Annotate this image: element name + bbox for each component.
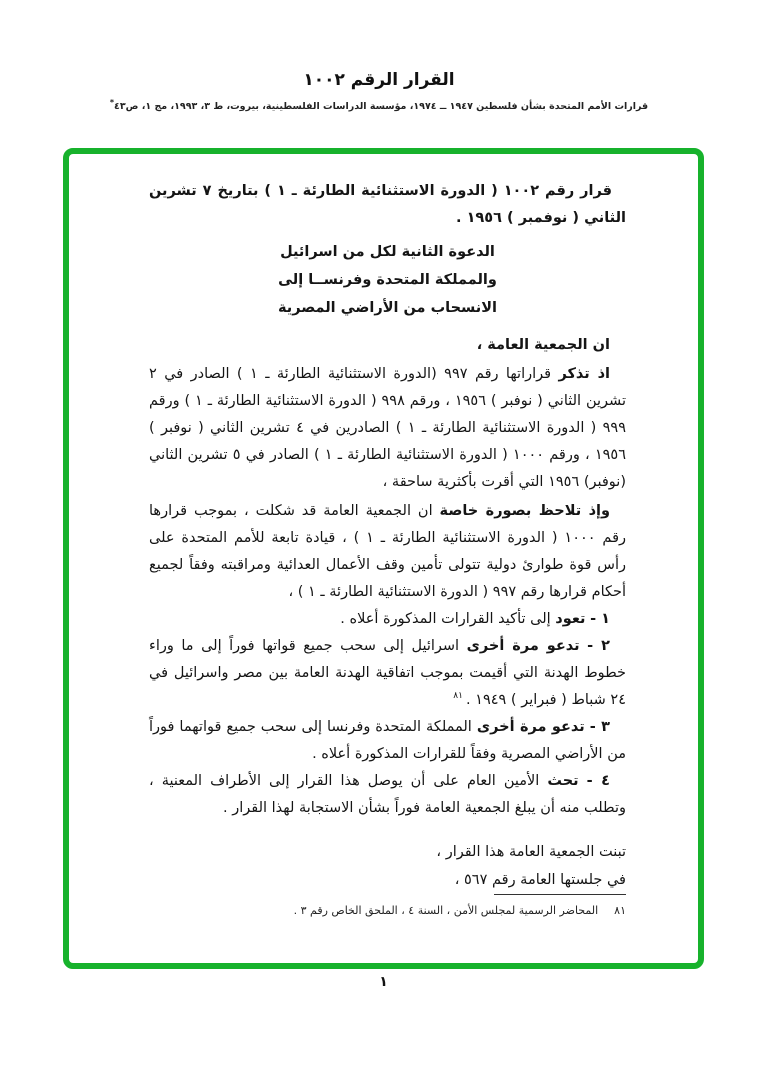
subject-line: الانسحاب من الأراضي المصرية	[277, 300, 498, 316]
green-border-frame	[63, 148, 704, 969]
item-lead: تحث	[547, 773, 579, 789]
resolution-subject-block	[149, 238, 626, 322]
operative-item	[149, 633, 626, 714]
operative-item	[149, 606, 626, 633]
item-text: الأمين العام على أن يوصل هذا القرار إلى الأطراف المعنية ، وتطلب منه أن يبلغ الجمعية العامة فوراً بشأن الاستجابة لهذا القرار .	[149, 773, 626, 816]
preamble-text: قراراتها رقم ٩٩٧ (الدورة الاستثنائية الطارئة ـ ١ ) الصادر في ٢ تشرين الثاني ( نوفبر ) ١٩٥٦ ، ورقم ٩٩٨ ( الدورة الاستثنائية الطارئة ـ ١ ) ورقم ٩٩٩ ( الدورة الاستثنائية الطارئة ـ ١ ) الصادرين في ٤ تشرين الثاني ( نوفبر ) ١٩٥٦ ، ورقم ١٠٠٠ ( الدورة الاستثنائية الطارئة ـ ١ ) الصادر في ٥ تشرين الثاني (نوفبر) ١٩٥٦ التي أقرت بأكثرية ساحقة ،	[149, 366, 627, 490]
item-number: ٢ -	[587, 638, 611, 654]
adoption-note-line: في جلستها العامة رقم ٥٦٧ ،	[454, 872, 626, 888]
opening-phrase: ان الجمعية العامة ،	[476, 337, 610, 353]
footnote-reference-mark: ٨١	[453, 691, 463, 702]
preamble-paragraph	[149, 498, 626, 606]
item-text: المملكة المتحدة وفرنسا إلى سحب جميع قواتهما فوراً من الأراضي المصرية وفقاً للقرارات المذكورة أعلاه .	[149, 719, 626, 762]
adoption-note-block	[149, 838, 626, 894]
preamble-lead: اذ تذكر	[558, 366, 610, 382]
operative-item	[149, 768, 626, 822]
resolution-heading: قرار رقم ١٠٠٢ ( الدورة الاستثنائية الطارئة ـ ١ ) بتاريخ ٧ تشرين الثاني ( نوفمبر ) ١٩٥٦ .	[149, 183, 626, 226]
item-lead: تدعو مرة أخرى	[466, 638, 580, 654]
operative-item	[149, 714, 626, 768]
item-text: إلى تأكيد القرارات المذكورة أعلاه .	[340, 611, 556, 627]
item-text: اسرائيل إلى سحب جميع قواتها فوراً إلى ما وراء خطوط الهدنة التي أقيمت بموجب اتفاقية الهدنة العامة بين مصر واسرائيل في ٢٤ شباط ( فبراير ) ١٩٤٩ .	[149, 638, 626, 708]
resolution-body	[69, 154, 698, 894]
footnote-number: ٨١	[614, 904, 626, 917]
preamble-text: ان الجمعية العامة قد شكلت ، بموجب قرارها رقم ١٠٠٠ ( الدورة الاستثنائية الطارئة ـ ١ ) ، قيادة تابعة للأمم المتحدة على رأس قوة طوارئ دولية تتولى تأمين وقف الأعمال العدائية ومراقبته وفقاً لجميع أحكام قرارها رقم ٩٩٧ ( الدورة الاستثنائية الطارئة ـ ١ ) ،	[149, 503, 627, 600]
footnote-block	[149, 894, 626, 919]
source-citation-text: قرارات الأمم المتحدة بشأن فلسطين ١٩٤٧ ــ ١٩٧٤، مؤسسة الدراسات الفلسطينية، بيروت، ط ٣، ١٩٩٣، مج ١، ص٤٣	[114, 101, 649, 113]
footnote-text: المحاضر الرسمية لمجلس الأمن ، السنة ٤ ، الملحق الخاص رقم ٣ .	[293, 904, 599, 917]
preamble-paragraph	[149, 361, 626, 496]
item-number: ٤ -	[586, 773, 610, 789]
preamble-lead: وإذ تلاحظ بصورة خاصة	[439, 503, 610, 519]
item-lead: تعود	[555, 611, 586, 627]
item-number: ٣ -	[589, 719, 611, 735]
page-number: ١	[379, 974, 388, 990]
footnote-separator-rule	[494, 894, 626, 895]
subject-line: الدعوة الثانية لكل من اسرائيل	[280, 244, 495, 260]
page-title: القرار الرقم ١٠٠٢	[303, 70, 455, 90]
subject-line: والمملكة المتحدة وفرنســا إلى	[278, 272, 497, 288]
item-lead: تدعو مرة أخرى	[476, 719, 585, 735]
source-asterisk-mark: *	[109, 98, 115, 107]
source-citation-line	[0, 98, 758, 112]
adoption-note-line: تبنت الجمعية العامة هذا القرار ،	[436, 844, 626, 860]
item-number: ١ -	[590, 611, 610, 627]
